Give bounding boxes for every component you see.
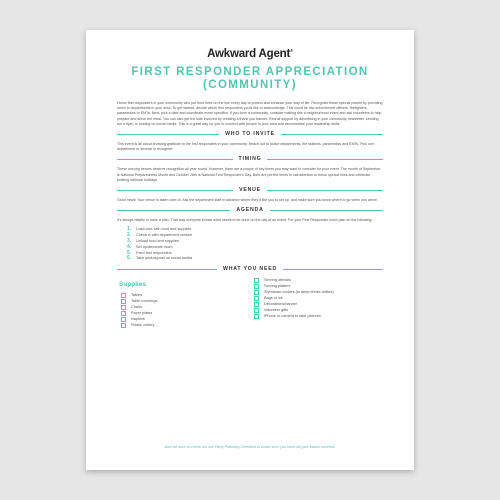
checkbox[interactable] [121, 305, 126, 310]
checklist-item-label: Tables [131, 293, 142, 298]
agenda-list [117, 227, 383, 262]
checklist-item-label: Plastic cutlery [131, 323, 155, 328]
agenda-item-text: Load cars with food and supplies [136, 227, 192, 232]
checklist-item-label: Table coverings [131, 299, 158, 304]
divider [267, 159, 383, 160]
section-label: WHO TO INVITE [225, 131, 275, 138]
agenda-number: 5. [127, 249, 132, 256]
agenda-item-text: Take photos/post on social media [136, 256, 193, 261]
divider [117, 190, 233, 191]
supplies-left-column [117, 277, 250, 328]
footer-link-text[interactable]: Also be sure to check out our Party Planning Checklist to make sure you have all your bases covered. [164, 445, 336, 449]
document-page [86, 30, 414, 470]
divider [267, 190, 383, 191]
section-label: WHAT YOU NEED [223, 266, 278, 273]
checklist-item-label: iPhone or camera to take pictures [264, 314, 321, 319]
checkbox[interactable] [121, 323, 126, 328]
section-label: VENUE [239, 187, 261, 194]
agenda-item-text: Unload food and supplies [136, 239, 179, 244]
section-need-heading [117, 266, 383, 272]
section-label: AGENDA [236, 207, 264, 214]
supplies-right-column [250, 277, 383, 328]
checkbox[interactable] [254, 296, 259, 301]
logo [117, 48, 383, 60]
agenda-item-text: Feed first responders [136, 250, 172, 255]
divider [117, 269, 217, 270]
intro-text: Honor first responders in your community who put their lives on the line every day to protect and enhance your way of life. Recognize these special people by providing lunch to departments in your area. To get started, decide which first responders you'd like to acknowledge. This could be law enforcement officers, firefighters, paramedics or EMTs. Next, pick a date and coordinate event specifics. If you form a community, consider making this a neighborhood event and ask volunteers to help prepare and serve the meal. You can also get the kids involved by creating a thank you banner. Recruit support by advertising in your community newsletter, sending out a flyer, or posting on social media. This is a great way for you to connect with people in your area and demonstrate your leadership skills. [117, 101, 383, 126]
checkbox[interactable] [121, 311, 126, 316]
logo-text: Awkward Agent [207, 48, 291, 60]
checkbox[interactable] [254, 290, 259, 295]
agenda-number: 4. [127, 243, 132, 250]
checklist-item-label: Napkins [131, 317, 145, 322]
divider [117, 210, 230, 211]
section-venue-heading [117, 187, 383, 193]
divider [281, 134, 383, 135]
section-agenda-heading [117, 207, 383, 213]
agenda-item-text: Check in with department contact [136, 233, 193, 238]
checklist-item-label: Serving platters [264, 284, 291, 289]
agenda-number: 3. [127, 238, 132, 245]
divider [117, 159, 233, 160]
section-who-heading [117, 131, 383, 137]
logo-mark: ® [290, 48, 293, 54]
section-label: TIMING [238, 156, 262, 163]
checklist-item-label: Decorations/banner [264, 302, 298, 307]
agenda-item-text: Set up/decorate room [136, 244, 173, 249]
checkbox[interactable] [254, 308, 259, 313]
checkbox[interactable] [121, 317, 126, 322]
checkbox[interactable] [254, 278, 259, 283]
agenda-text: It's always helpful to have a plan. That way everyone knows what needs to be done on the day of an event. For your First Responder lunch plan on the following: [117, 218, 373, 223]
checkbox[interactable] [121, 299, 126, 304]
checklist-item [250, 313, 383, 319]
checklist-item [117, 322, 250, 328]
agenda-item [127, 256, 383, 262]
checklist-item-label: Chairs [131, 305, 142, 310]
page-title: FIRST RESPONDER APPRECIATION (COMMUNITY) [131, 66, 369, 91]
checkbox[interactable] [121, 293, 126, 298]
divider [283, 269, 383, 270]
checkbox[interactable] [254, 302, 259, 307]
agenda-number: 6. [127, 255, 132, 262]
checklist-item-label: Serving utensils [264, 278, 291, 283]
checkbox[interactable] [254, 284, 259, 289]
checklist-item-label: Volunteer gifts [264, 308, 289, 313]
venue-text: Good news! Your venue is taken care of. Ask the department staff in advance where they'd like you to set up, and make sure you know where to go when you arrive. [117, 198, 378, 203]
checklist-item-label: Styrofoam coolers (to keep drinks chilled) [264, 290, 334, 295]
timing-text: These unsung heroes deserve recognition all year round. However, there are a couple of key times you may want to consider for your event. The month of September is National Preparedness Month and October 28th is National First Responder's Day. Both are perfect times to call attention to these special folks and celebrate existing national holidays. [117, 167, 381, 182]
divider [270, 210, 383, 211]
supplies-checklist [117, 277, 383, 328]
section-timing-heading [117, 156, 383, 162]
divider [117, 134, 219, 135]
checklist-item-label: Paper plates [131, 311, 153, 316]
checkbox[interactable] [254, 314, 259, 319]
checklist-item-label: Bags of ice [264, 296, 283, 301]
agenda-number: 2. [127, 232, 132, 239]
who-text: This event is all about showing gratitude to the first responders in your community. Reach out to police departments, fire stations, paramedics and EMTs. Pick one department or several to recognize. [117, 142, 375, 152]
agenda-number: 1. [127, 226, 132, 233]
supplies-title: Supplies [119, 281, 147, 289]
